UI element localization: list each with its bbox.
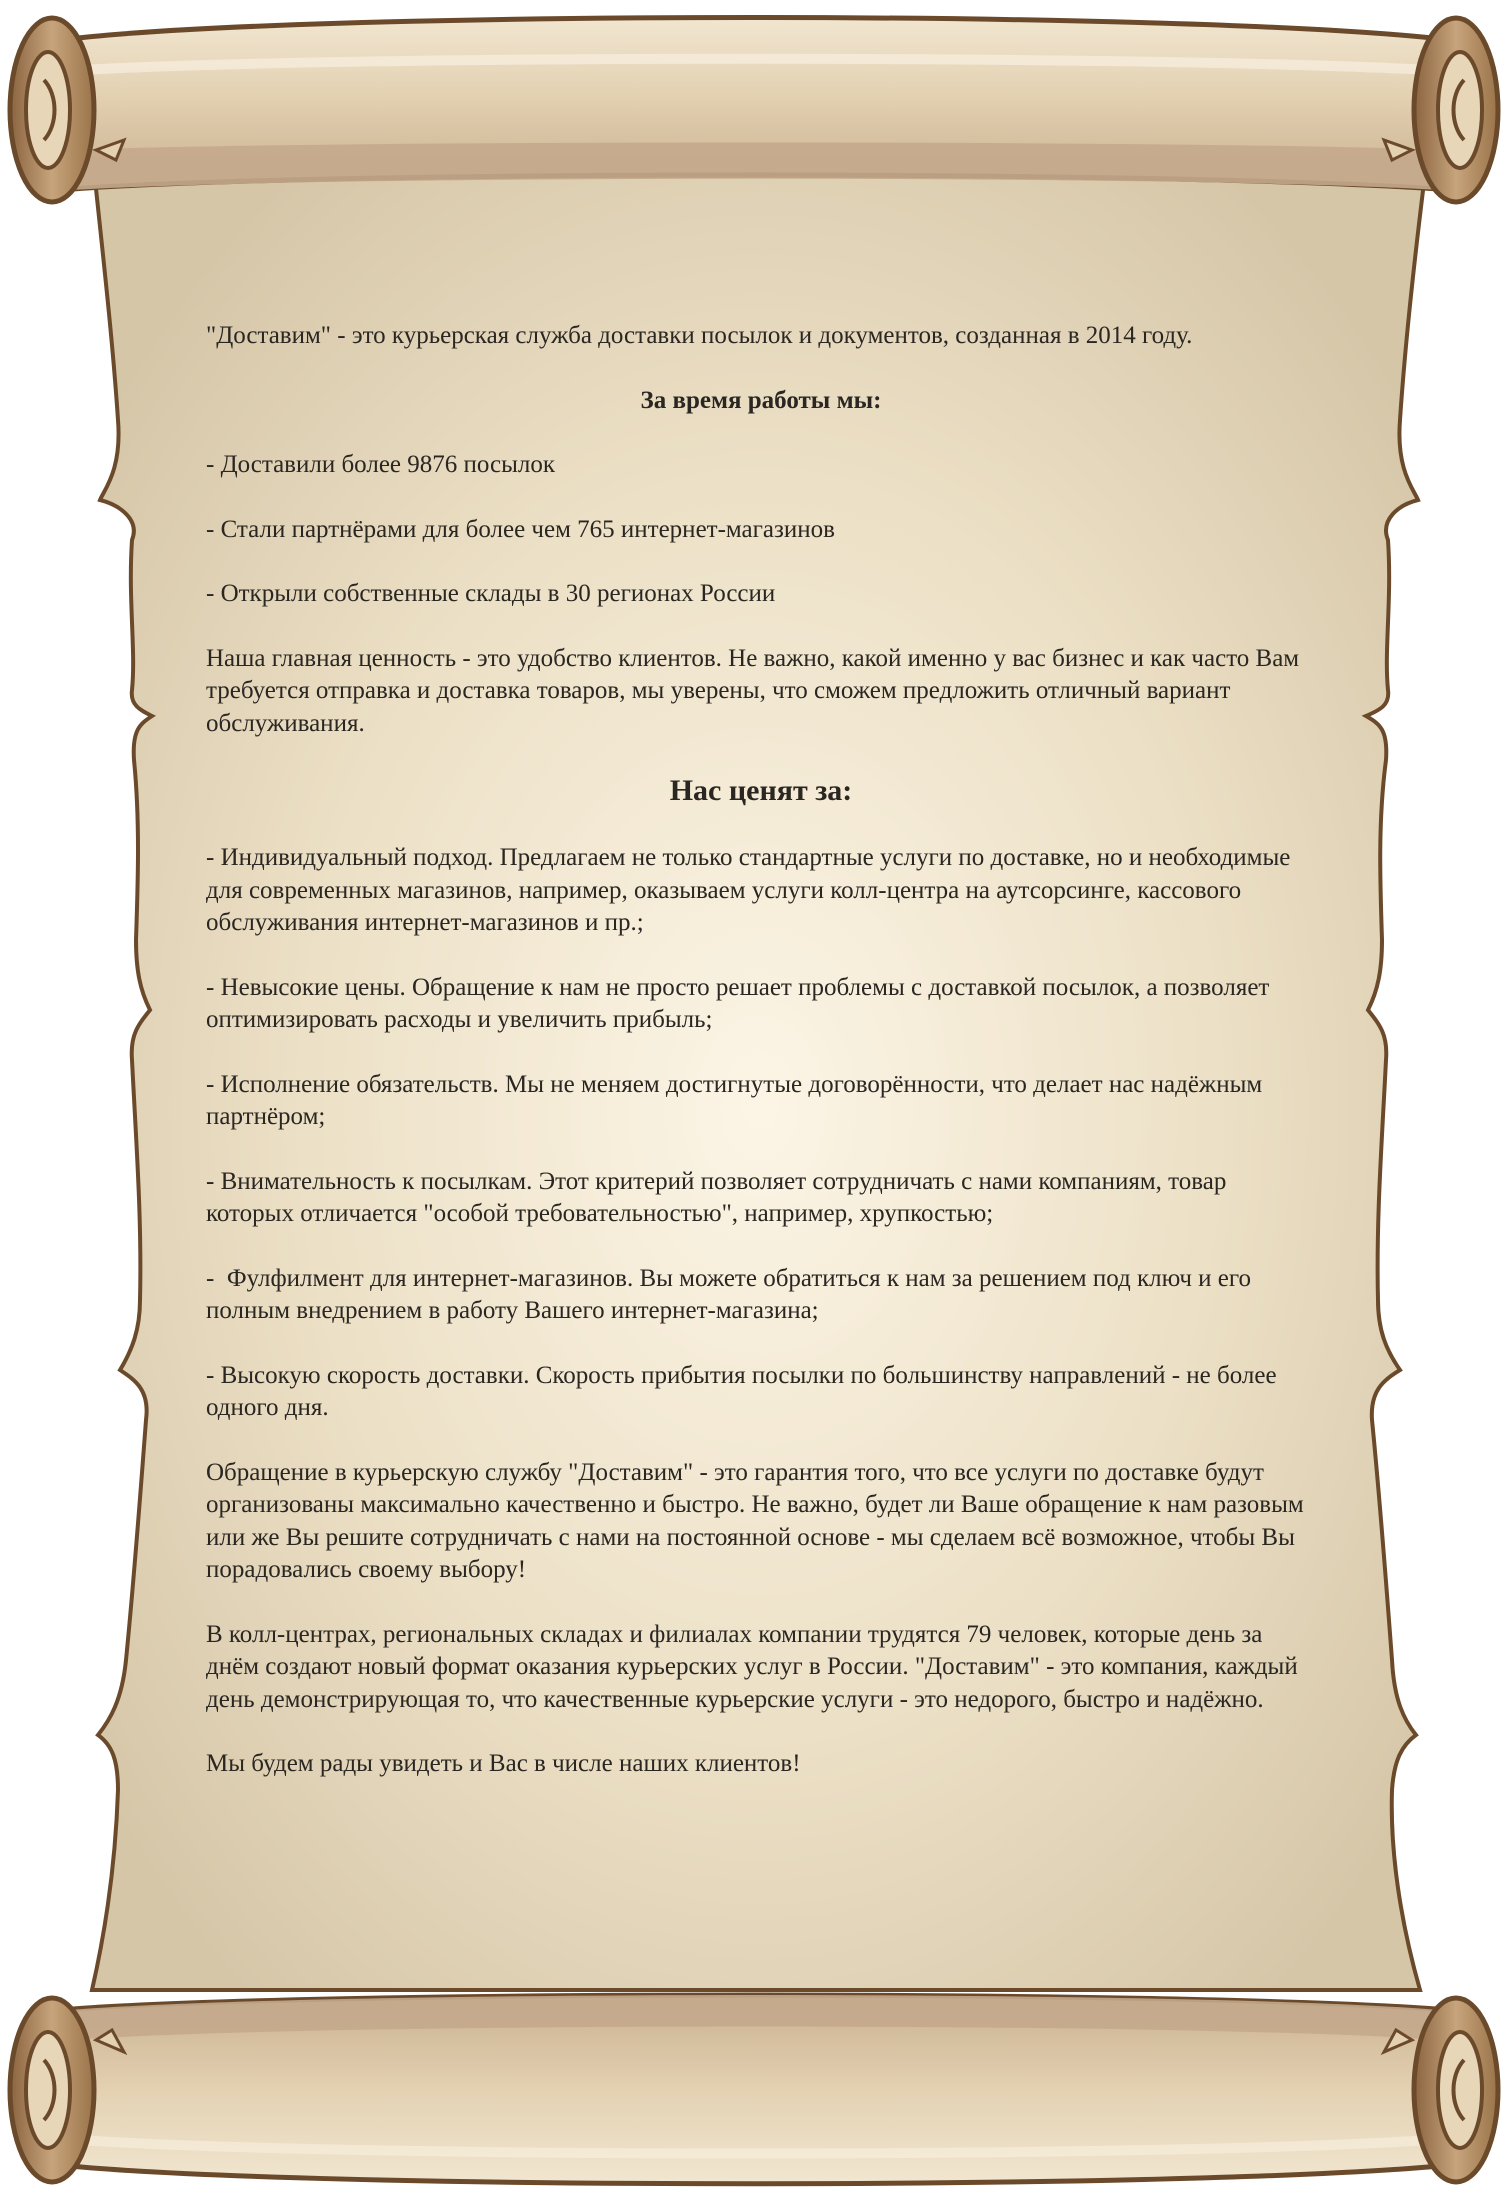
value-paragraph: Наша главная ценность - это удобство клиентов. Не важно, какой именно у вас бизнес и как часто Вам требуется отправка и доставка товаров, мы уверены, что сможем предложить отличный вариант обслуживания.	[206, 644, 1306, 737]
reason-item: - Внимательность к посылкам. Этот критерий позволяет сотрудничать с нами компаниям, товар которых отличается "особой требовательностью", например, хрупкостью;	[206, 1167, 1233, 1227]
guarantee-paragraph: Обращение в курьерскую службу "Доставим" - это гарантия того, что все услуги по доставке будут организованы максимально качественно и быстро. Не важно, будет ли Ваше обращение к нам разовым или же Вы решите сотрудничать с нами на постоянной основе - мы сделаем всё возможное, чтобы Вы порадовались своему выбору!	[206, 1458, 1310, 1583]
top-roll	[10, 18, 1498, 203]
achievements-heading: За время работы мы:	[640, 386, 882, 414]
bottom-roll	[10, 1995, 1498, 2184]
document-text	[206, 320, 1316, 1813]
reason-item: - Индивидуальный подход. Предлагаем не только стандартные услуги по доставке, но и необходимые для современных магазинов, например, оказываем услуги колл-центра на аутсорсинге, кассового обслуживания интернет-магазинов и пр.;	[206, 844, 1297, 936]
closing-paragraph: Мы будем рады увидеть и Вас в числе наших клиентов!	[206, 1750, 801, 1777]
team-paragraph: В колл-центрах, региональных складах и филиалах компании трудятся 79 человек, которые день за днём создают новый формат оказания курьерских услуг в России. "Доставим" - это компания, каждый день демонстрирующая то, что качественные курьерские услуги - это недорого, быстро и надёжно.	[206, 1620, 1304, 1713]
reason-item: - Исполнение обязательств. Мы не меняем достигнутые договорённости, что делает нас надёжным партнёром;	[206, 1070, 1269, 1130]
achievement-item: - Доставили более 9876 посылок	[206, 451, 556, 478]
intro-paragraph: "Доставим" - это курьерская служба доставки посылок и документов, созданная в 2014 году.	[206, 322, 1193, 349]
reason-item: - Невысокие цены. Обращение к нам не просто решает проблемы с доставкой посылок, а позволяет оптимизировать расходы и увеличить прибыль;	[206, 973, 1276, 1033]
reasons-heading: Нас ценят за:	[669, 774, 853, 807]
achievement-item: - Открыли собственные склады в 30 регионах России	[206, 580, 776, 607]
reason-item: - Высокую скорость доставки. Скорость прибытия посылки по большинству направлений - не более одного дня.	[206, 1361, 1283, 1421]
achievement-item: - Стали партнёрами для более чем 765 интернет-магазинов	[206, 515, 835, 543]
reason-item: - Фулфилмент для интернет-магазинов. Вы можете обратиться к нам за решением под ключ и его полным внедрением в работу Вашего интернет-магазина;	[206, 1264, 1258, 1324]
